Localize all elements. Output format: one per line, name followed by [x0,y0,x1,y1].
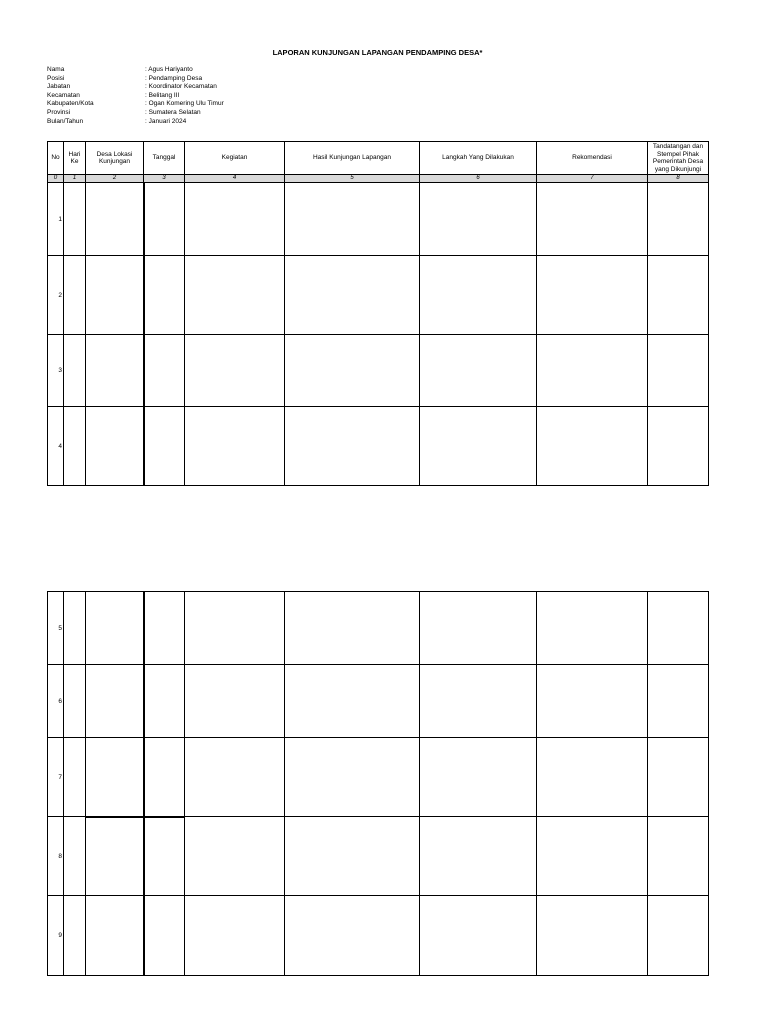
cell-tandatangan [648,592,709,665]
col-number: 5 [285,175,420,183]
row-number: 5 [48,592,64,665]
cell-hari-ke [64,256,86,335]
cell-hari-ke [64,335,86,407]
col-header-tandatangan: Tandatangan dan Stempel Pihak Pemerintah Desa yang Dikunjungi [648,142,709,175]
info-value: : Januari 2024 [145,117,187,125]
info-value: : Ogan Komering Ulu Timur [145,100,224,108]
table-row [48,335,709,407]
cell-hari-ke [64,592,86,665]
cell-desa-lokasi [86,183,144,256]
col-number: 3 [144,175,185,183]
row-number: 9 [48,896,64,976]
cell-rekomendasi [537,335,648,407]
cell-hasil [285,335,420,407]
col-number: 0 [48,175,64,183]
cell-tanggal [144,738,185,817]
cell-kegiatan [185,183,285,256]
col-header-desa-lokasi: Desa Lokasi Kunjungan [86,142,144,175]
table-row [48,896,709,976]
cell-tandatangan [648,335,709,407]
col-number: 6 [420,175,537,183]
cell-tandatangan [648,407,709,486]
cell-hasil [285,896,420,976]
cell-kegiatan [185,896,285,976]
cell-langkah [420,183,537,256]
cell-tanggal [144,665,185,738]
cell-rekomendasi [537,183,648,256]
table-row [48,183,709,256]
col-header-hasil: Hasil Kunjungan Lapangan [285,142,420,175]
header-row [48,142,709,175]
cell-hari-ke [64,665,86,738]
cell-langkah [420,407,537,486]
info-value: : Belitang III [145,91,180,99]
table-row [48,738,709,817]
cell-kegiatan [185,592,285,665]
cell-hari-ke [64,896,86,976]
info-label: Jabatan [47,83,71,91]
cell-hasil [285,592,420,665]
cell-kegiatan [185,665,285,738]
table-row [48,817,709,896]
info-value: : Sumatera Selatan [145,108,201,116]
cell-hari-ke [64,407,86,486]
cell-tanggal [144,896,185,976]
col-number: 4 [185,175,285,183]
cell-langkah [420,738,537,817]
cell-kegiatan [185,335,285,407]
cell-desa-lokasi [86,335,144,407]
cell-desa-lokasi [86,817,144,896]
cell-tanggal [144,592,185,665]
cell-tanggal [144,335,185,407]
table-row [48,592,709,665]
info-label: Bulan/Tahun [47,117,84,125]
info-label: Nama [47,66,65,73]
row-number: 6 [48,665,64,738]
col-header-kegiatan: Kegiatan [185,142,285,175]
report-title: LAPORAN KUNJUNGAN LAPANGAN PENDAMPING DESA* [272,48,483,57]
info-value: : Koordinator Kecamatan [145,83,217,91]
cell-langkah [420,817,537,896]
table-row [48,256,709,335]
cell-rekomendasi [537,592,648,665]
cell-rekomendasi [537,896,648,976]
col-header-langkah: Langkah Yang Dilakukan [420,142,537,175]
cell-tandatangan [648,738,709,817]
info-label: Kabupaten/Kota [47,100,94,108]
info-label: Provinsi [47,108,71,116]
col-header-hari-ke: Hari Ke [64,142,86,175]
row-number: 7 [48,738,64,817]
cell-kegiatan [185,407,285,486]
cell-hari-ke [64,738,86,817]
cell-tandatangan [648,665,709,738]
cell-hasil [285,738,420,817]
col-number: 7 [537,175,648,183]
info-label: Posisi [47,74,65,82]
cell-hasil [285,817,420,896]
col-header-tanggal: Tanggal [144,142,185,175]
cell-tanggal [144,407,185,486]
row-number: 8 [48,817,64,896]
cell-tandatangan [648,817,709,896]
row-number: 4 [48,407,64,486]
table-row [48,665,709,738]
info-value: : Pendamping Desa [145,74,203,82]
cell-tanggal [144,183,185,256]
cell-hasil [285,665,420,738]
cell-desa-lokasi [86,592,144,665]
cell-desa-lokasi [86,738,144,817]
cell-tandatangan [648,183,709,256]
cell-hasil [285,183,420,256]
row-number: 2 [48,256,64,335]
info-label: Kecamatan [47,91,80,99]
cell-rekomendasi [537,407,648,486]
col-header-no: No [48,142,64,175]
cell-rekomendasi [537,817,648,896]
cell-rekomendasi [537,738,648,817]
cell-tanggal [144,817,185,896]
cell-langkah [420,592,537,665]
row-number: 3 [48,335,64,407]
col-number: 2 [86,175,144,183]
col-number: 8 [648,175,709,183]
cell-hari-ke [64,183,86,256]
col-number: 1 [64,175,86,183]
cell-kegiatan [185,817,285,896]
cell-tanggal [144,256,185,335]
info-value: : Agus Hariyanto [145,66,193,73]
cell-langkah [420,896,537,976]
cell-kegiatan [185,256,285,335]
cell-rekomendasi [537,665,648,738]
cell-tandatangan [648,896,709,976]
column-number-row [48,175,709,183]
row-number: 1 [48,183,64,256]
cell-langkah [420,256,537,335]
cell-desa-lokasi [86,665,144,738]
cell-hasil [285,407,420,486]
cell-langkah [420,665,537,738]
report-table-page2 [47,591,709,976]
cell-kegiatan [185,738,285,817]
cell-desa-lokasi [86,896,144,976]
cell-desa-lokasi [86,256,144,335]
col-header-rekomendasi: Rekomendasi [537,142,648,175]
report-table-page1 [47,141,709,486]
table-row [48,407,709,486]
cell-tandatangan [648,256,709,335]
cell-rekomendasi [537,256,648,335]
cell-hasil [285,256,420,335]
cell-langkah [420,335,537,407]
cell-hari-ke [64,817,86,896]
cell-desa-lokasi [86,407,144,486]
